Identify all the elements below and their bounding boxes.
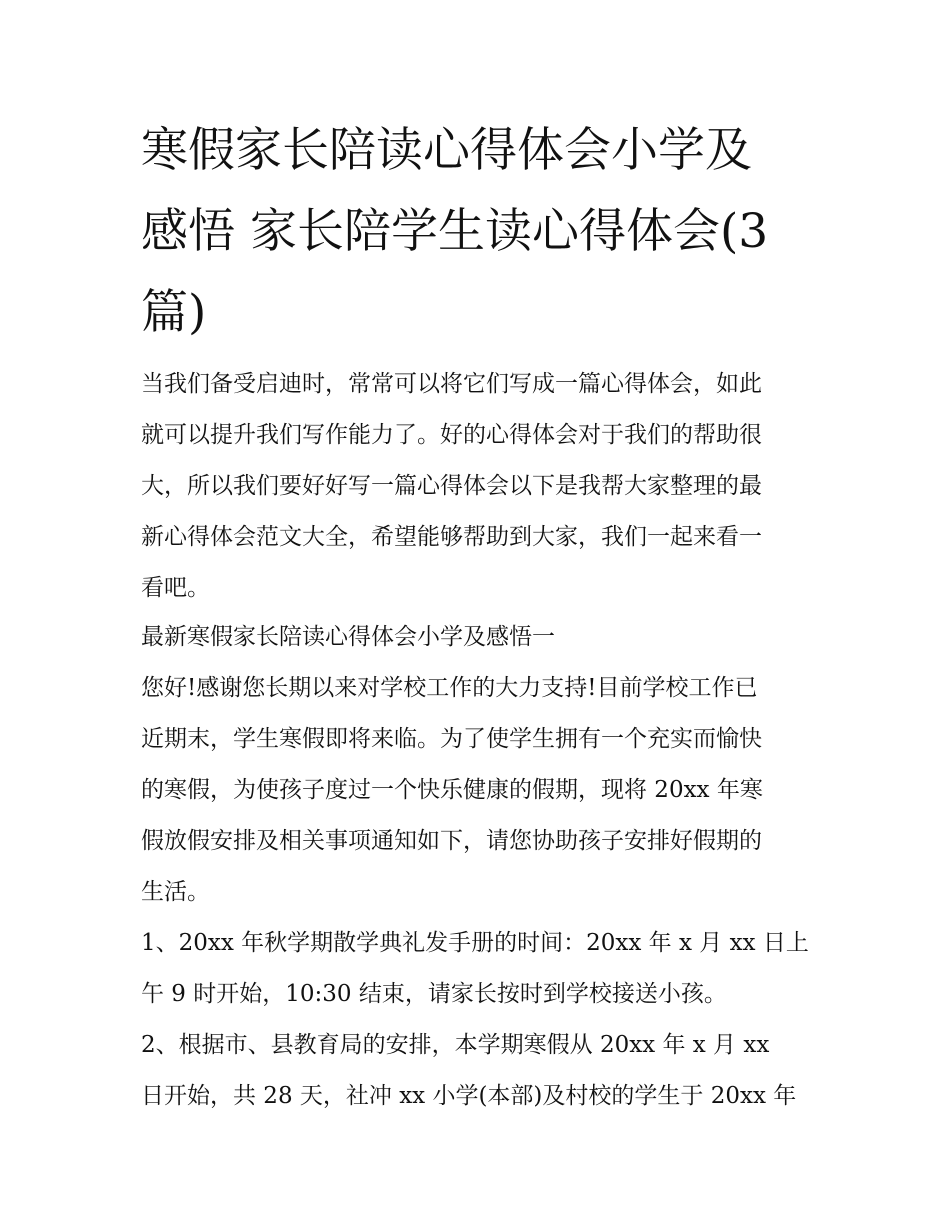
text-line: 看吧。 — [141, 575, 210, 601]
text-line: 就可以提升我们写作能力了。好的心得体会对于我们的帮助很 — [141, 422, 762, 448]
text-line: 2、根据市、县教育局的安排，本学期寒假从 20xx 年 x 月 xx — [141, 1032, 770, 1058]
list-item-1 — [141, 918, 816, 1020]
text-line: 1、20xx 年秋学期散学典礼发手册的时间：20xx 年 x 月 xx 日上 — [141, 930, 809, 956]
text-line: 大，所以我们要好好写一篇心得体会以下是我帮大家整理的最 — [141, 473, 762, 499]
section-heading: 最新寒假家长陪读心得体会小学及感悟一 — [141, 624, 555, 650]
document-page — [141, 110, 816, 1122]
title-line: 感悟 家长陪学生读心得体会(3 — [141, 204, 769, 259]
letter-paragraph — [141, 663, 816, 918]
text-line: 生活。 — [141, 879, 210, 905]
text-line: 午 9 时开始，10:30 结束，请家长按时到学校接送小孩。 — [141, 981, 727, 1007]
intro-paragraph — [141, 359, 816, 614]
text-line: 假放假安排及相关事项通知如下，请您协助孩子安排好假期的 — [141, 828, 762, 854]
text-line: 您好!感谢您长期以来对学校工作的大力支持!目前学校工作已 — [141, 675, 758, 701]
text-line: 的寒假，为使孩子度过一个快乐健康的假期，现将 20xx 年寒 — [141, 777, 763, 803]
text-line: 近期末，学生寒假即将来临。为了使学生拥有一个充实而愉快 — [141, 726, 762, 752]
document-title — [141, 110, 816, 353]
text-line: 新心得体会范文大全，希望能够帮助到大家，我们一起来看一 — [141, 524, 762, 550]
title-line: 篇) — [141, 285, 207, 340]
title-line: 寒假家长陪读心得体会小学及 — [141, 123, 752, 178]
text-line: 当我们备受启迪时，常常可以将它们写成一篇心得体会，如此 — [141, 371, 762, 397]
list-item-2 — [141, 1020, 816, 1122]
text-line: 日开始，共 28 天，社冲 xx 小学(本部)及村校的学生于 20xx 年 — [141, 1083, 797, 1109]
